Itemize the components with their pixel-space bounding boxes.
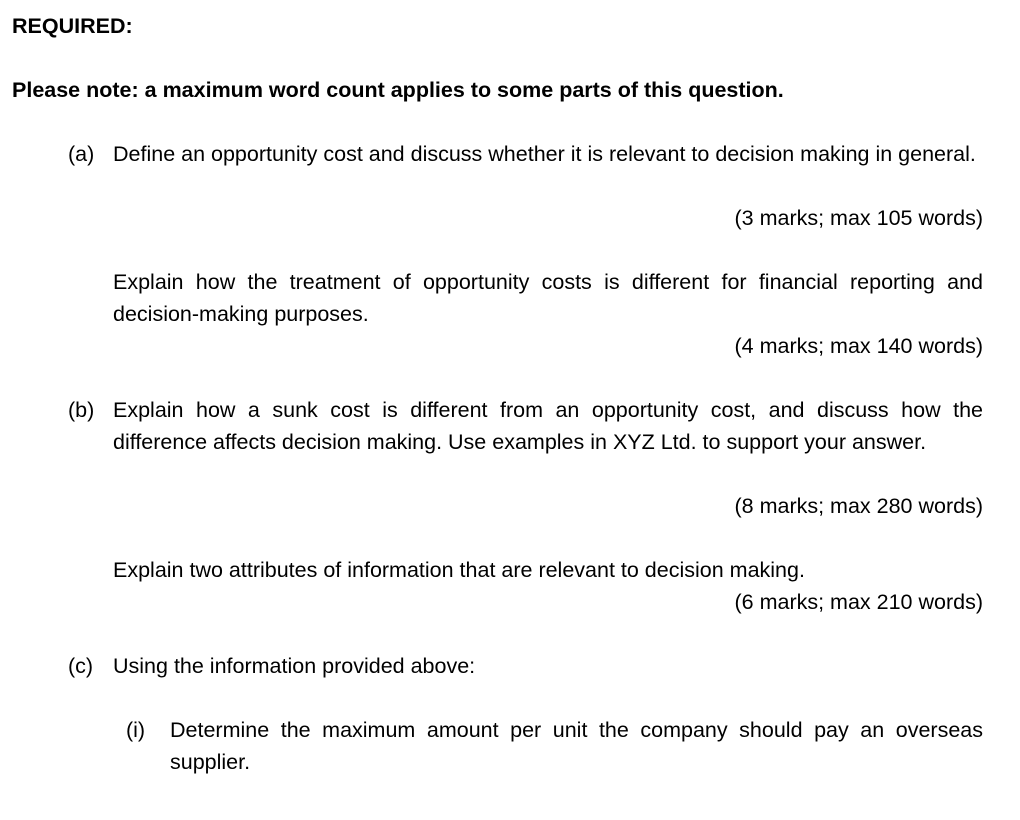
part-c-i-label: (i) <box>126 718 146 742</box>
part-c-label: (c) <box>68 654 94 678</box>
word-count-note: Please note: a maximum word count applies to some parts of this question. <box>12 78 784 102</box>
part-a-question-2: Explain how the treatment of opportunity costs is different for financial reporting and decision-making purposes. <box>113 270 983 326</box>
part-b-marks-1: (8 marks; max 280 words) <box>734 494 983 518</box>
part-a-marks-2: (4 marks; max 140 words) <box>734 334 983 358</box>
required-heading: REQUIRED: <box>12 14 133 38</box>
part-a-label: (a) <box>68 142 95 166</box>
part-c-intro: Using the information provided above: <box>113 654 476 678</box>
part-b-question-2: Explain two attributes of information that are relevant to decision making. <box>113 558 805 582</box>
part-c-i-question: Determine the maximum amount per unit the company should pay an overseas supplier. <box>170 718 983 774</box>
part-a-question-1: Define an opportunity cost and discuss whether it is relevant to decision making in general. <box>113 142 976 166</box>
part-b-marks-2: (6 marks; max 210 words) <box>734 590 983 614</box>
part-b-label: (b) <box>68 398 95 422</box>
part-b-question-1: Explain how a sunk cost is different from an opportunity cost, and discuss how the difference affects decision making. Use examples in XYZ Ltd. to support your answer. <box>113 398 983 454</box>
part-a-marks-1: (3 marks; max 105 words) <box>734 206 983 230</box>
